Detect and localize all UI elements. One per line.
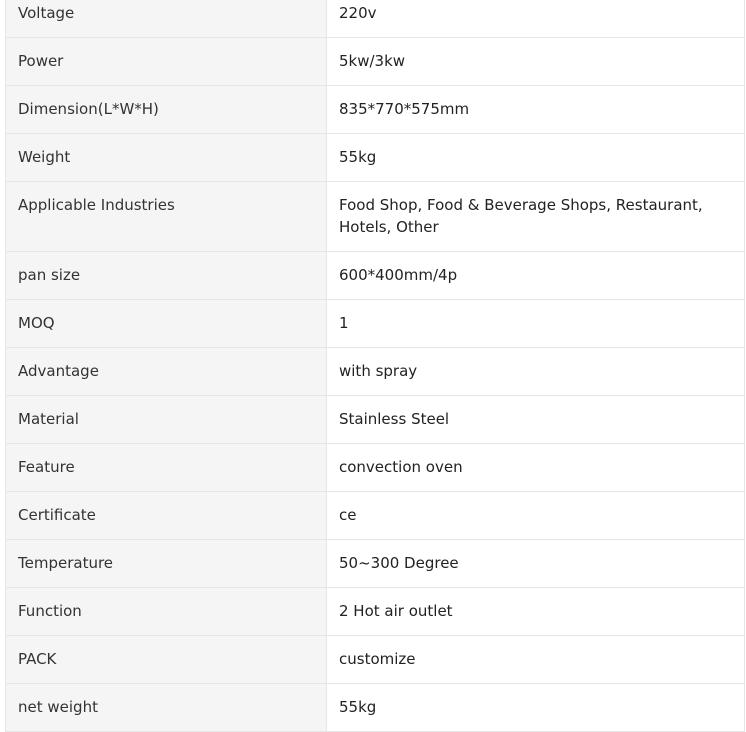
spec-table xyxy=(5,0,745,732)
spec-label: MOQ xyxy=(6,300,327,348)
table-row xyxy=(6,636,745,684)
table-row xyxy=(6,182,745,252)
table-row xyxy=(6,396,745,444)
spec-label: Weight xyxy=(6,134,327,182)
spec-value: 55kg xyxy=(327,134,745,182)
spec-label: Function xyxy=(6,588,327,636)
spec-label: pan size xyxy=(6,252,327,300)
table-row xyxy=(6,86,745,134)
table-row xyxy=(6,444,745,492)
spec-label: Temperature xyxy=(6,540,327,588)
table-row xyxy=(6,38,745,86)
spec-value: Stainless Steel xyxy=(327,396,745,444)
spec-value: 2 Hot air outlet xyxy=(327,588,745,636)
spec-value: Food Shop, Food & Beverage Shops, Restaurant, Hotels, Other xyxy=(327,182,745,252)
spec-label: Applicable Industries xyxy=(6,182,327,252)
spec-label: Feature xyxy=(6,444,327,492)
spec-label: PACK xyxy=(6,636,327,684)
spec-label: net weight xyxy=(6,684,327,732)
spec-label: Certificate xyxy=(6,492,327,540)
spec-value: 600*400mm/4p xyxy=(327,252,745,300)
spec-table-body xyxy=(6,0,745,732)
spec-label: Advantage xyxy=(6,348,327,396)
table-row xyxy=(6,300,745,348)
spec-value: ce xyxy=(327,492,745,540)
spec-value: with spray xyxy=(327,348,745,396)
spec-value: 1 xyxy=(327,300,745,348)
table-row xyxy=(6,348,745,396)
table-row xyxy=(6,540,745,588)
spec-label: Power xyxy=(6,38,327,86)
spec-value: 220v xyxy=(327,0,745,38)
table-row xyxy=(6,588,745,636)
spec-label: Material xyxy=(6,396,327,444)
table-row xyxy=(6,252,745,300)
table-row xyxy=(6,684,745,732)
table-row xyxy=(6,134,745,182)
spec-value: 835*770*575mm xyxy=(327,86,745,134)
spec-value: convection oven xyxy=(327,444,745,492)
spec-value: 5kw/3kw xyxy=(327,38,745,86)
spec-value: customize xyxy=(327,636,745,684)
table-row xyxy=(6,492,745,540)
spec-label: Voltage xyxy=(6,0,327,38)
spec-label: Dimension(L*W*H) xyxy=(6,86,327,134)
table-row xyxy=(6,0,745,38)
spec-value: 55kg xyxy=(327,684,745,732)
spec-value: 50~300 Degree xyxy=(327,540,745,588)
